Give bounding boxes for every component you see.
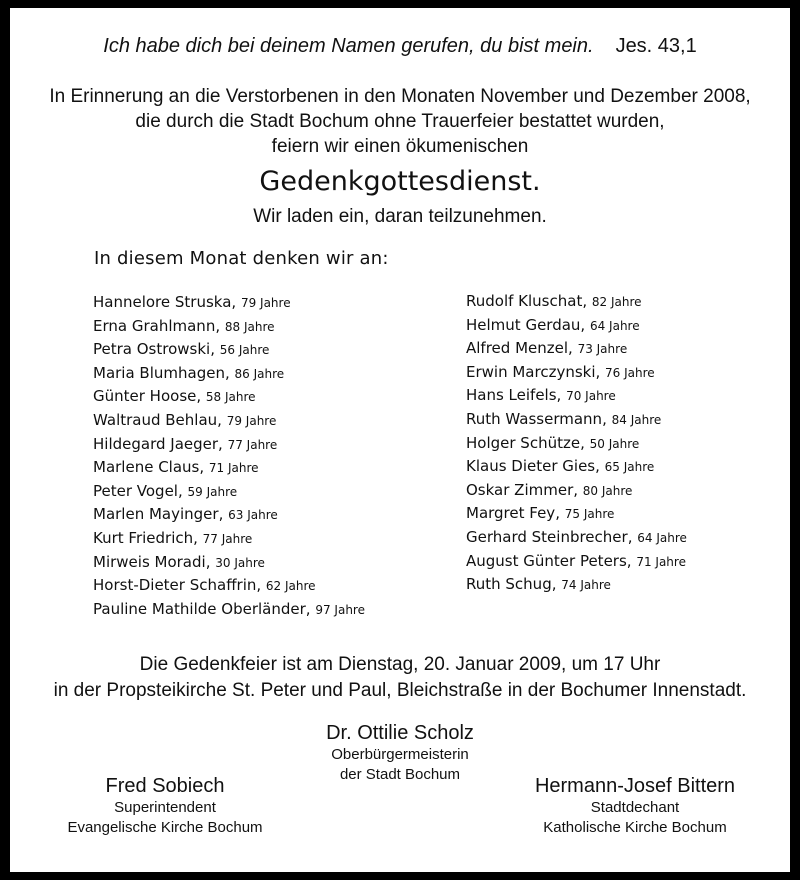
deceased-age: 56 Jahre	[219, 343, 270, 358]
deceased-entry: Erna Grahlmann, 88 Jahre	[93, 316, 275, 335]
deceased-name: Margret Fey	[466, 504, 556, 523]
signatory-role: Superintendent	[114, 799, 216, 816]
deceased-entry: Mirweis Moradi, 30 Jahre	[93, 552, 265, 571]
bible-verse	[10, 35, 790, 58]
intro-text	[10, 84, 790, 159]
deceased-name: Hans Leifels	[466, 386, 557, 405]
signatory-role: Evangelische Kirche Bochum	[67, 819, 263, 836]
deceased-entry: Hans Leifels, 70 Jahre	[466, 386, 616, 405]
deceased-name: Günter Hoose	[93, 387, 197, 406]
signatory-role: Stadtdechant	[590, 799, 680, 816]
verse-reference: Jes. 43,1	[615, 35, 697, 57]
deceased-entry: Waltraud Behlau, 79 Jahre	[93, 410, 277, 429]
deceased-age: 71 Jahre	[208, 461, 259, 476]
deceased-name: Maria Blumhagen	[93, 363, 225, 382]
deceased-entry: Pauline Mathilde Oberländer, 97 Jahre	[93, 599, 365, 618]
deceased-name: Alfred Menzel	[466, 339, 569, 358]
deceased-name: Peter Vogel	[93, 481, 178, 500]
deceased-age: 73 Jahre	[577, 342, 628, 357]
deceased-age: 97 Jahre	[315, 602, 365, 617]
deceased-name: Oskar Zimmer	[466, 480, 574, 499]
deceased-entry: Oskar Zimmer, 80 Jahre	[466, 480, 633, 499]
event-line: Die Gedenkfeier ist am Dienstag, 20. Januar 2009, um 17 Uhr	[139, 654, 661, 675]
signatory-role: Oberbürgermeisterin	[331, 746, 469, 763]
deceased-age: 75 Jahre	[564, 507, 615, 522]
deceased-entry: Ruth Wassermann, 84 Jahre	[466, 409, 662, 428]
deceased-entry: Hannelore Struska, 79 Jahre	[93, 293, 291, 311]
signatory-role: Katholische Kirche Bochum	[543, 819, 727, 836]
deceased-entry: Ruth Schug, 74 Jahre	[466, 575, 611, 594]
deceased-name: Marlene Claus	[93, 458, 200, 477]
deceased-name: Gerhard Steinbrecher	[466, 527, 628, 546]
deceased-name: Waltraud Behlau	[93, 410, 218, 429]
deceased-list-right	[466, 290, 687, 597]
deceased-age: 82 Jahre	[591, 295, 642, 309]
deceased-name: Rudolf Kluschat	[466, 292, 583, 310]
deceased-age: 65 Jahre	[604, 460, 655, 475]
deceased-name: Mirweis Moradi	[93, 552, 206, 571]
deceased-entry: Peter Vogel, 59 Jahre	[93, 481, 238, 500]
intro-line: die durch die Stadt Bochum ohne Trauerfeier bestattet wurden,	[135, 111, 665, 132]
deceased-age: 80 Jahre	[582, 483, 633, 498]
deceased-name: Petra Ostrowski	[93, 340, 211, 359]
deceased-entry: Horst-Dieter Schaffrin, 62 Jahre	[93, 576, 316, 595]
deceased-entry: Klaus Dieter Gies, 65 Jahre	[466, 457, 655, 476]
signatory-center	[250, 722, 550, 785]
remembrance-heading: In diesem Monat denken wir an:	[94, 248, 389, 269]
deceased-entry: August Günter Peters, 71 Jahre	[466, 551, 686, 570]
intro-line: feiern wir einen ökumenischen	[271, 136, 529, 157]
deceased-entry: Gerhard Steinbrecher, 64 Jahre	[466, 527, 687, 546]
deceased-name: August Günter Peters	[466, 551, 627, 570]
deceased-name: Ruth Wassermann	[466, 409, 603, 428]
verse-text: Ich habe dich bei deinem Namen gerufen, du bist mein.	[103, 35, 594, 57]
deceased-name: Holger Schütze	[466, 433, 581, 452]
deceased-age: 64 Jahre	[637, 530, 687, 545]
deceased-entry: Marlen Mayinger, 63 Jahre	[93, 505, 278, 524]
deceased-name: Helmut Gerdau	[466, 315, 581, 334]
deceased-name: Erwin Marczynski	[466, 362, 596, 381]
deceased-age: 77 Jahre	[227, 437, 278, 452]
deceased-name: Erna Grahlmann	[93, 316, 216, 335]
deceased-age: 77 Jahre	[202, 531, 253, 546]
deceased-name: Horst-Dieter Schaffrin	[93, 576, 257, 595]
event-details	[10, 652, 790, 704]
deceased-age: 86 Jahre	[234, 366, 285, 381]
deceased-age: 58 Jahre	[205, 390, 256, 405]
deceased-age: 50 Jahre	[589, 436, 640, 451]
deceased-age: 76 Jahre	[605, 365, 655, 380]
deceased-name: Ruth Schug	[466, 575, 552, 594]
deceased-age: 88 Jahre	[224, 319, 275, 334]
notice-title: Gedenkgottesdienst.	[259, 166, 541, 197]
signatory-left	[50, 775, 280, 838]
deceased-entry: Erwin Marczynski, 76 Jahre	[466, 362, 655, 381]
deceased-entry: Maria Blumhagen, 86 Jahre	[93, 363, 285, 382]
deceased-list-left	[93, 291, 365, 621]
signatory-right	[515, 775, 755, 838]
deceased-age: 63 Jahre	[228, 508, 278, 523]
deceased-entry: Margret Fey, 75 Jahre	[466, 504, 615, 523]
deceased-age: 64 Jahre	[589, 318, 640, 333]
deceased-age: 70 Jahre	[566, 389, 616, 404]
invitation-text: Wir laden ein, daran teilzunehmen.	[253, 206, 547, 227]
deceased-age: 71 Jahre	[636, 554, 686, 569]
deceased-entry: Rudolf Kluschat, 82 Jahre	[466, 292, 642, 310]
deceased-name: Kurt Friedrich	[93, 528, 194, 547]
deceased-entry: Holger Schütze, 50 Jahre	[466, 433, 640, 452]
deceased-entry: Günter Hoose, 58 Jahre	[93, 387, 256, 406]
deceased-age: 59 Jahre	[187, 484, 238, 499]
deceased-age: 79 Jahre	[226, 413, 277, 428]
signatory-name: Dr. Ottilie Scholz	[326, 722, 474, 744]
deceased-entry: Kurt Friedrich, 77 Jahre	[93, 528, 253, 547]
deceased-name: Marlen Mayinger	[93, 505, 219, 524]
deceased-age: 62 Jahre	[265, 579, 316, 594]
deceased-age: 79 Jahre	[240, 296, 291, 310]
deceased-age: 74 Jahre	[561, 578, 611, 593]
deceased-entry: Marlene Claus, 71 Jahre	[93, 458, 259, 477]
deceased-name: Klaus Dieter Gies	[466, 457, 596, 476]
deceased-entry: Hildegard Jaeger, 77 Jahre	[93, 434, 278, 453]
signatory-role: der Stadt Bochum	[339, 766, 461, 783]
deceased-entry: Petra Ostrowski, 56 Jahre	[93, 340, 270, 359]
deceased-name: Pauline Mathilde Oberländer	[93, 599, 306, 618]
deceased-name: Hannelore Struska	[93, 293, 232, 311]
deceased-name: Hildegard Jaeger	[93, 434, 219, 453]
deceased-age: 30 Jahre	[215, 555, 265, 570]
event-line: in der Propsteikirche St. Peter und Paul, Bleichstraße in der Bochumer Innenstadt.	[53, 680, 747, 701]
intro-line: In Erinnerung an die Verstorbenen in den Monaten November und Dezember 2008,	[49, 86, 751, 107]
deceased-entry: Alfred Menzel, 73 Jahre	[466, 339, 628, 358]
signatory-name: Hermann-Josef Bittern	[534, 775, 736, 797]
notice-frame	[10, 8, 790, 872]
signatory-name: Fred Sobiech	[105, 775, 225, 797]
deceased-age: 84 Jahre	[611, 412, 662, 427]
deceased-entry: Helmut Gerdau, 64 Jahre	[466, 315, 640, 334]
